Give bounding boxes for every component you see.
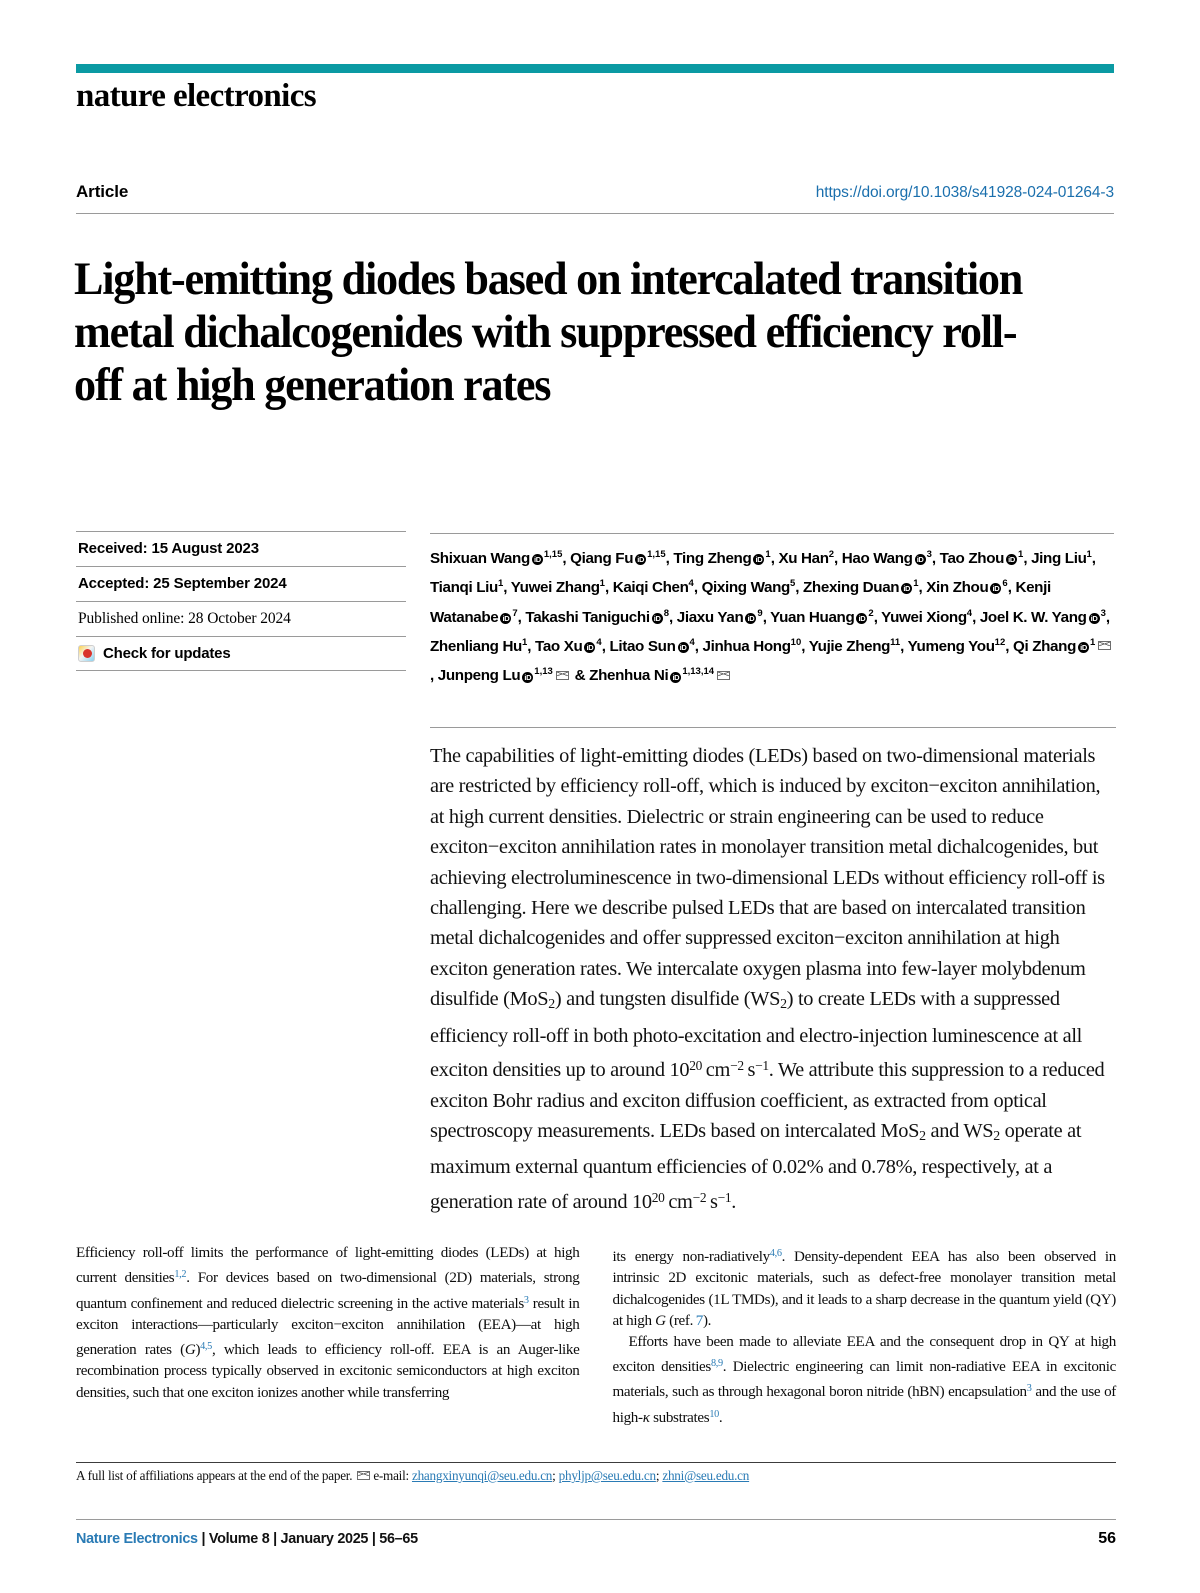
affiliation-divider (76, 1462, 1116, 1463)
author-list: Shixuan Wang iD $^{1,15}$, Qiang Fu iD $^{1,15}$, Ting Zheng iD $^1$, Xu Han$^2$, Hao Wang iD $^3$, Tao Zhou iD $^1$, Jing Liu$^1$, Tianqi Liu$^1$, Yuwei Zhang$^1$, Kaiqi Chen$^4$, Qixing Wang$^5$, Zhexing Duan iD $^1$, Xin Zhou iD $^6$, Kenji Watanabe iD $^7$, Takashi Taniguchi iD $^8$, Jiaxu Yan iD $^9$, Yuan Huang iD $^2$, Yuwei Xiong$^4$, Joel K. W. Yang iD $^3$, Zhenliang Hu$^1$, Tao Xu iD $^4$, Litao Sun iD $^4$, Jinhua Hong$^{10}$, Yujie Zheng$^{11}$, Yumeng You$^{12}$, Qi Zhang iD $^1$, Junpeng Lu iD $^{1,13}$ & Zhenhua Ni iD $^{1,13,14}$ (430, 533, 1114, 689)
orcid-icon: iD (856, 613, 867, 624)
orcid-icon: iD (670, 672, 681, 683)
crossmark-icon (78, 645, 95, 662)
corresponding-email-2[interactable]: phyljp@seu.edu.cn (558, 1468, 656, 1483)
footer-citation (76, 1531, 418, 1547)
footer-journal-name: Nature Electronics (76, 1531, 198, 1547)
email-icon (357, 1471, 370, 1480)
orcid-icon: iD (753, 554, 764, 565)
published-row (76, 601, 406, 636)
accepted-date: Accepted: 25 September 2024 (78, 575, 287, 592)
orcid-icon: iD (652, 613, 663, 624)
body-columns (76, 1243, 1116, 1429)
affiliation-note (76, 1468, 1116, 1484)
intro-paragraph-2: Efforts have been made to alleviate EEA and the consequent drop in QY at high exciton densities$^{8,9}$. Dielectric engineering can limit non-radiative EEA in excitonic materials, such as through hexagonal boron nitride (hBN) encapsulation$^3$ and the use of high-κ substrates$^{10}$. (612, 1333, 1116, 1426)
abstract: The capabilities of light-emitting diodes (LEDs) based on two-dimensional materials are restricted by efficiency roll-off, which is induced by exciton−exciton annihilation, at high current densities. Dielectric or strain engineering can be used to reduce exciton−exciton annihilation rates in monolayer transition metal dichalcogenides, but achieving electroluminescence in two-dimensional LEDs without efficiency roll-off is challenging. Here we describe pulsed LEDs that are based on intercalated transition metal dichalcogenides and offer suppressed exciton−exciton annihilation at high exciton generation rates. We intercalate oxygen plasma into few-layer molybdenum disulfide (MoS$_2$) and tungsten disulfide $(WS_2)$ to create LEDs with a suppressed efficiency roll-off in both photo-excitation and electro-injection luminescence at all exciton densities up to around $10^{20}$ $cm^{-2}$ $s^{-1}$. We attribute this suppression to a reduced exciton Bohr radius and exciton diffusion coefficient, as extracted from optical spectroscopy measurements. LEDs based on intercalated MoS$_2$ and $WS_2$ operate at maximum external quantum efficiencies of 0.02% and 0.78%, respectively, at a generation rate of around $10^{20}$ $cm^{-2}$ $s^{-1}$. (430, 727, 1116, 1217)
email-icon (556, 671, 569, 680)
email-label: e-mail: (373, 1468, 409, 1483)
journal-masthead-title: nature electronics (76, 78, 317, 114)
received-date: Received: 15 August 2023 (78, 540, 259, 557)
orcid-icon: iD (532, 554, 543, 565)
doi-link[interactable]: https://doi.org/10.1038/s41928-024-01264-3 (815, 184, 1114, 201)
orcid-icon: iD (500, 613, 511, 624)
article-metadata-panel (76, 531, 406, 671)
orcid-icon: iD (990, 583, 1001, 594)
body-column-left (76, 1243, 580, 1429)
received-row (76, 531, 406, 566)
email-icon (1098, 641, 1111, 650)
orcid-icon: iD (584, 642, 595, 653)
footer-volume-info: | Volume 8 | January 2025 | 56–65 (201, 1531, 418, 1547)
email-separator-1: ; (552, 1468, 559, 1483)
intro-paragraph-1-cont: its energy non-radiatively$^{4,6}$. Density-dependent EEA has also been observed in intrinsic 2D excitonic materials, such as defect-free monolayer transition metal dichalcogenides (1L TMDs), and it leads to a sharp decrease in the quantum yield (QY) at high G (ref. 7). (612, 1248, 1117, 1329)
masthead-teal-rule (76, 64, 1114, 73)
orcid-icon: iD (1089, 613, 1100, 624)
intro-paragraph-1: Efficiency roll-off limits the performance of light-emitting diodes (LEDs) at high current densities$^{1,2}$. For devices based on two-dimensional (2D) materials, strong quantum confinement and reduced dielectric screening in the active materials$^3$ result in exciton interactions—particularly exciton−exciton annihilation (EEA)—at high generation rates (G)$^{4,5}$, which leads to efficiency roll-off. EEA is an Auger-like recombination process typically observed in excitonic semiconductors at high exciton densities, such that one exciton ionizes another while transferring (76, 1245, 580, 1401)
email-separator-2: ; (655, 1468, 663, 1483)
body-column-right (613, 1243, 1117, 1429)
check-for-updates-button[interactable] (76, 636, 406, 671)
orcid-icon: iD (678, 642, 689, 653)
corresponding-email-1[interactable]: zhangxinyunqi@seu.edu.cn (411, 1468, 553, 1483)
page-footer (76, 1530, 1116, 1548)
affiliation-text: A full list of affiliations appears at the end of the paper. (76, 1468, 353, 1483)
article-type-label: Article (76, 182, 129, 201)
page-number: 56 (1098, 1530, 1116, 1547)
orcid-icon: iD (1006, 554, 1017, 565)
corresponding-email-3[interactable]: zhni@seu.edu.cn (662, 1468, 750, 1483)
accepted-row (76, 566, 406, 601)
orcid-icon: iD (745, 613, 756, 624)
orcid-icon: iD (901, 583, 912, 594)
orcid-icon: iD (1078, 642, 1089, 653)
email-icon (717, 671, 730, 680)
check-for-updates-label: Check for updates (103, 645, 231, 662)
header-divider (76, 213, 1114, 214)
footer-divider (76, 1519, 1116, 1520)
orcid-icon: iD (915, 554, 926, 565)
page-title: Light-emitting diodes based on intercalated transition metal dichalcogenides with suppressed efficiency roll-off at high generation rates (74, 253, 1023, 412)
article-header-row (76, 182, 1114, 202)
orcid-icon: iD (635, 554, 646, 565)
published-date: Published online: 28 October 2024 (78, 610, 291, 627)
orcid-icon: iD (522, 672, 533, 683)
